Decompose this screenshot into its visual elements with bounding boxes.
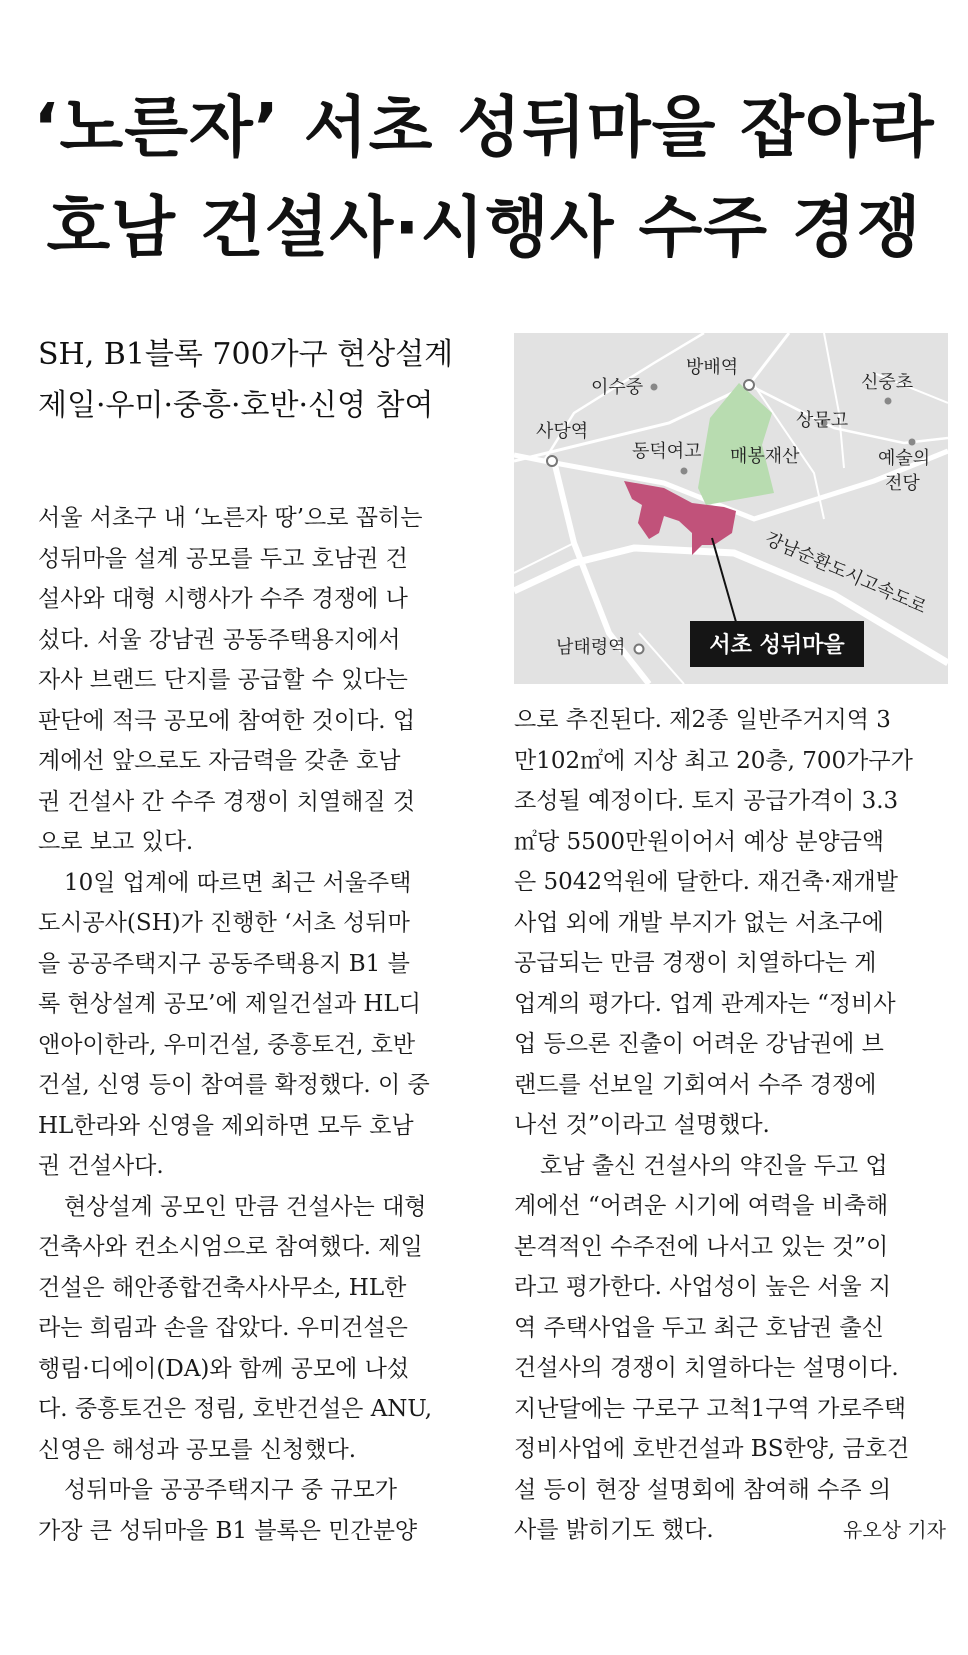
body-line: 업 등으론 진출이 어려운 강남권에 브 [514,1031,884,1057]
body-line: 서울 서초구 내 ‘노른자 땅’으로 꼽히는 [38,505,423,531]
body-line: 호남 출신 건설사의 약진을 두고 업 [540,1152,888,1179]
body-line-last [514,1510,946,1551]
arts-center-marker [909,439,916,446]
subheadline-line-1: SH, B1블록 700가구 현상설계 [38,337,454,372]
body-line: 만102㎡에 지상 최고 20층, 700가구가 [514,747,913,774]
dongdeok-school-marker [681,468,688,475]
body-line: 사업 외에 개발 부지가 없는 서초구에 [514,909,884,936]
body-line: 역 주택사업을 두고 최근 호남권 출신 [514,1314,884,1341]
body-line: ㎡당 5500만원이어서 예상 분양금액 [514,828,885,855]
body-line: 설 등이 현장 설명회에 참여해 수주 의 [514,1476,892,1503]
body-line: 계에선 “어려운 시기에 여력을 비축해 [514,1193,889,1219]
body-line: 정비사업에 호반건설과 BS한양, 금호건 [514,1436,910,1462]
paragraph-4 [38,1470,470,1551]
headline-line-2: 호남 건설사·시행사 수주 경쟁 [46,189,922,266]
namtaeryeong-station-label: 남태령역 [556,637,626,658]
body-line: 설사와 대형 시행사가 수주 경쟁에 나 [38,586,408,612]
bangbae-station-label: 방배역 [686,357,739,378]
body-line: 은 5042억원에 달한다. 재건축·재개발 [514,869,898,895]
body-line: 으로 보고 있다. [38,829,194,855]
body-line: 판단에 적극 공모에 참여한 것이다. 업 [38,707,416,734]
location-map [514,333,948,684]
body-line: 건축사와 컨소시엄으로 참여했다. 제일 [38,1234,423,1260]
body-line: 10일 업계에 따르면 최근 서울주택 [64,869,412,896]
body-line: 조성될 예정이다. 토지 공급가격이 3.3 [514,788,899,814]
isu-school-label: 이수중 [591,377,644,398]
arts-center-label-2: 전당 [885,473,920,494]
sadang-station-label: 사당역 [536,421,589,442]
headline-line-1: ‘노른자’ 서초 성뒤마을 잡아라 [33,89,935,166]
body-line: 성뒤마을 설계 공모를 두고 호남권 건 [38,545,408,572]
body-line: 섰다. 서울 강남권 공동주택용지에서 [38,626,401,653]
byline: 유오상 기자 [843,1518,946,1542]
body-line: 앤아이한라, 우미건설, 중흥토건, 호반 [38,1031,416,1058]
body-line: 라는 희림과 손을 잡았다. 우미건설은 [38,1315,408,1341]
sangmun-school-label: 상문고 [796,410,849,431]
article-body-right-column [514,700,946,1551]
paragraph-1 [38,498,470,863]
body-line: 행림·디에이(DA)와 함께 공모에 나섰 [38,1355,410,1382]
body-line: 공급되는 만큼 경쟁이 치열하다는 게 [514,950,877,976]
paragraph-2 [38,863,470,1187]
body-line-text: 사를 밝히기도 했다. [514,1517,714,1543]
body-line: 도시공사(SH)가 진행한 ‘서초 성뒤마 [38,910,410,936]
expressway-label: 강남순환도시고속도로 [761,528,930,619]
body-line: 현상설계 공모인 만큼 건설사는 대형 [64,1193,427,1220]
body-line: 건설사의 경쟁이 치열하다는 설명이다. [514,1355,899,1381]
paragraph-3 [38,1187,470,1471]
maebong-park-label: 매봉재산 [730,446,800,467]
paragraph-4-continued [514,700,946,1146]
body-line: 업계의 평가다. 업계 관계자는 “정비사 [514,990,896,1017]
arts-center-label-1: 예술의 [878,448,931,469]
body-line: 권 건설사다. [38,1153,164,1179]
body-line: 권 건설사 간 수주 경쟁이 치열해질 것 [38,788,416,815]
body-line: 본격적인 수주전에 나서고 있는 것”이 [514,1233,889,1260]
namtaeryeong-station-marker [635,645,644,654]
sinjung-school-marker [885,398,892,405]
body-line: 랜드를 선보일 기회여서 수주 경쟁에 [514,1071,877,1098]
body-line: HL한라와 신영을 제외하면 모두 호남 [38,1112,414,1139]
dongdeok-school-label: 동덕여고 [632,441,702,462]
body-line: 자사 브랜드 단지를 공급할 수 있다는 [38,667,408,693]
body-line: 건설, 신영 등이 참여를 확정했다. 이 중 [38,1072,430,1098]
sinjung-school-label: 신중초 [861,372,914,393]
paragraph-5 [514,1146,946,1551]
body-line: 지난달에는 구로구 고척1구역 가로주택 [514,1395,907,1422]
body-line: 성뒤마을 공공주택지구 중 규모가 [64,1477,397,1503]
isu-school-marker [651,384,658,391]
callout-label: 서초 성뒤마을 [709,633,845,658]
sadang-station-marker [547,456,557,466]
body-line: 신영은 해성과 공모를 신청했다. [38,1436,357,1463]
body-line: 계에선 앞으로도 자금력을 갖춘 호남 [38,748,401,774]
body-line: 가장 큰 성뒤마을 B1 블록은 민간분양 [38,1517,418,1544]
body-line: 라고 평가한다. 사업성이 높은 서울 지 [514,1274,892,1300]
body-line: 록 현상설계 공모’에 제일건설과 HL디 [38,991,421,1017]
subheadline-line-2: 제일·우미·중흥·호반·신영 참여 [38,388,434,423]
body-line: 다. 중흥토건은 정림, 호반건설은 ANU, [38,1396,433,1422]
bangbae-station-marker [744,380,754,390]
body-line: 건설은 해안종합건축사사무소, HL한 [38,1274,407,1301]
body-line: 을 공공주택지구 공동주택용지 B1 블 [38,950,410,977]
body-line: 나선 것”이라고 설명했다. [514,1112,770,1138]
article-body-left-column [38,498,470,1551]
body-line: 으로 추진된다. 제2종 일반주거지역 3 [514,707,891,733]
